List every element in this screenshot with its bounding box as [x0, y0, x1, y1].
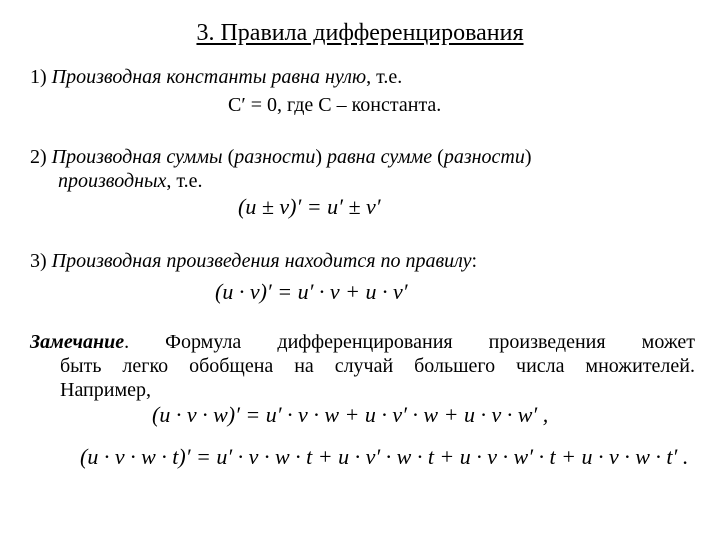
rule-2-paren-open-2: ( — [437, 146, 444, 168]
rule-1-formula-text: C′ = 0, где C – константа. — [228, 94, 442, 116]
rule-2-statement-e: производных — [58, 170, 167, 192]
rule-2-suffix: , т.е. — [166, 170, 203, 192]
rule-2-statement-d: разности — [443, 146, 525, 168]
rule-2-paren-close-2: ) — [524, 146, 532, 168]
rule-2-formula-text: (u ± v)′ = u′ ± v′ — [238, 194, 381, 219]
note-line-2-text: быть легко обобщена на случай большего числа множителей. — [60, 355, 695, 377]
note-formula-2 — [80, 444, 688, 470]
note-formula-2-text: (u · v · w · t)′ = u′ · v · w · t + u · v′ · w · t + u · v · w′ · t + u · v · w · t′ . — [80, 444, 689, 469]
rule-2-number: 2) — [30, 146, 47, 168]
note-line-3-text: Например, — [60, 379, 151, 401]
rule-3-formula-text: (u · v)′ = u′ · v + u · v′ — [215, 279, 408, 304]
note-formula-1 — [152, 402, 548, 428]
rule-2-statement-a: Производная суммы — [51, 146, 223, 168]
rule-3-formula — [215, 279, 408, 305]
page-title-text: 3. Правила дифференцирования — [196, 20, 524, 46]
note-block — [30, 330, 695, 402]
rule-3-line — [30, 250, 477, 273]
rule-2-statement-c: равна сумме — [322, 146, 438, 168]
rule-2-paren-close: ) — [315, 146, 322, 168]
note-line-2 — [30, 354, 695, 378]
rule-1-suffix: , т.е. — [366, 66, 403, 88]
rule-2-paren-open: ( — [222, 146, 235, 168]
note-label: Замечание — [30, 331, 125, 353]
note-line-1 — [30, 330, 695, 354]
rule-3-suffix: : — [471, 250, 478, 272]
rule-1-statement: Производная константы равна нулю — [51, 66, 367, 88]
rule-2-statement-b: разности — [234, 146, 316, 168]
rule-3-number: 3) — [30, 250, 47, 272]
rule-1-formula — [228, 94, 441, 117]
rule-1-line — [30, 66, 402, 89]
rule-2-line-2 — [58, 170, 203, 193]
rule-2-formula — [238, 194, 381, 220]
rule-3-statement: Производная произведения находится по правилу — [51, 250, 472, 272]
rule-1-number: 1) — [30, 66, 47, 88]
rule-2-line — [30, 146, 532, 169]
note-line-3 — [30, 378, 695, 402]
note-formula-1-text: (u · v · w)′ = u′ · v · w + u · v′ · w + u · v · w′ , — [152, 402, 549, 427]
note-line-1-text: . Формула дифференцирования произведения может — [124, 331, 695, 353]
page-title — [0, 20, 720, 47]
